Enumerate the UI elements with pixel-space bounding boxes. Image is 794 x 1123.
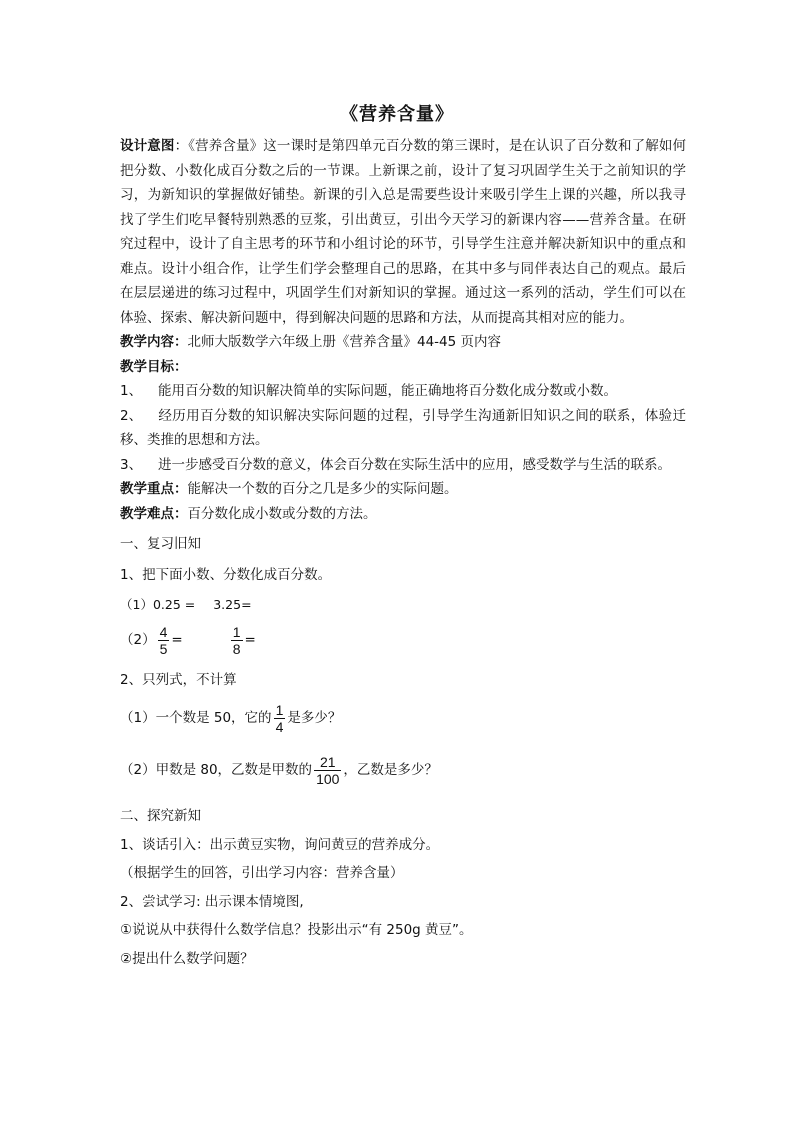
denominator: 5 — [159, 641, 168, 657]
document-title: 《营养含量》 — [340, 104, 454, 125]
goal-number: 2、 — [120, 407, 143, 424]
fraction-4-5 — [158, 624, 170, 657]
goal-text: 进一步感受百分数的意义，体会百分数在实际生活中的应用，感受数学与生活的联系。 — [158, 456, 671, 473]
item-prefix: （2） — [120, 632, 156, 649]
goal-text: 能用百分数的知识解决简单的实际问题，能正确地将百分数化成分数或小数。 — [158, 383, 617, 399]
goal-number: 3、 — [120, 456, 143, 473]
design-intent-text: ：《营养含量》这一课时是第四单元百分数的第三课时，是在认识了百分数和了解如何把分数、小数化成百分数之后的一节课。上新课之前，设计了复习巩固学生关于之前知识的学习，为新知识的掌握做好铺垫。新课的引入总是需要些设计来吸引学生上课的兴趣，所以我寻找了学生们吃早餐特别熟悉的豆浆，引出黄豆，引出今天学习的新课内容——营养含量。在研究过程中，设计了自主思考的环节和小组讨论的环节，引导学生注意并解决新知识中的重点和难点。设计小组合作，让学生们学会整理自己的思路，在其中多与同伴表达自己的观点。最后在层层递进的练习过程中，巩固学生们对新知识的掌握。通过这一系列的活动，学生们可以在体验、探索、解决新问题中，得到解决问题的思路和方法，从而提高其相对应的能力。 — [120, 138, 687, 326]
teaching-content-label: 教学内容： — [120, 334, 188, 350]
goal-item — [120, 404, 686, 453]
difficulty-line — [120, 502, 686, 527]
review-question-2-1 — [120, 696, 686, 740]
question-text: （2）甲数是 80，乙数是甲数的 — [120, 761, 313, 778]
explore-line-1: 1、谈话引入：出示黄豆实物，询问黄豆的营养成分。 — [120, 836, 440, 853]
difficulty-text: 百分数化成小数或分数的方法。 — [187, 505, 377, 522]
review-question-2: 2、只列式，不计算 — [120, 671, 237, 688]
review-question-1: 1、把下面小数、分数化成百分数。 — [120, 566, 332, 583]
question-text: ，乙数是多少？ — [343, 761, 438, 778]
fraction-21-100 — [314, 754, 341, 787]
review-heading: 一、复习旧知 — [120, 536, 201, 552]
numerator: 1 — [275, 701, 284, 718]
goal-item — [120, 453, 686, 478]
key-point-text: 能解决一个数的百分之几是多少的实际问题。 — [187, 481, 458, 497]
question-text: 是多少？ — [287, 709, 342, 726]
denominator: 4 — [275, 718, 284, 735]
fraction-1-8 — [231, 624, 243, 657]
question-text: （1）一个数是 50，它的 — [120, 709, 272, 726]
teaching-content-text: 北师大版数学六年级上册《营养含量》44-45 页内容 — [187, 334, 502, 350]
key-point-line — [120, 477, 686, 502]
difficulty-label: 教学难点： — [120, 505, 188, 522]
numerator: 21 — [319, 753, 336, 770]
expression-0-25: （1）0.25 = — [120, 597, 196, 612]
goal-number: 1、 — [120, 383, 143, 399]
denominator: 100 — [316, 770, 340, 787]
explore-heading: 二、探究新知 — [120, 808, 201, 824]
equals-sign: = — [171, 632, 183, 649]
review-question-1-1 — [120, 593, 686, 618]
design-intent-paragraph — [120, 134, 686, 330]
fraction-1-4 — [274, 702, 286, 735]
expression-3-25: 3.25= — [213, 597, 252, 612]
key-point-label: 教学重点： — [120, 481, 188, 497]
explore-line-4: ①说说从中获得什么数学信息？投影出示“有 250g 黄豆”。 — [120, 922, 473, 938]
design-intent-label: 设计意图 — [120, 138, 175, 154]
teaching-content-line — [120, 330, 686, 355]
denominator: 8 — [232, 641, 241, 657]
goal-text: 经历用百分数的知识解决实际问题的过程，引导学生沟通新旧知识之间的联系，体验迁移、类推的思想和方法。 — [120, 407, 686, 448]
equals-sign: = — [244, 632, 256, 649]
goal-item — [120, 379, 686, 404]
numerator: 4 — [159, 624, 168, 640]
review-question-1-2 — [120, 620, 686, 662]
explore-line-5: ②提出什么数学问题？ — [120, 950, 254, 967]
explore-line-2: （根据学生的回答，引出学习内容：营养含量） — [120, 865, 404, 881]
explore-line-3: 2、尝试学习: 出示课本情境图, — [120, 893, 304, 910]
teaching-goals-label: 教学目标： — [120, 358, 188, 375]
document-body — [120, 134, 686, 971]
numerator: 1 — [232, 624, 241, 640]
review-question-2-2 — [120, 748, 686, 792]
